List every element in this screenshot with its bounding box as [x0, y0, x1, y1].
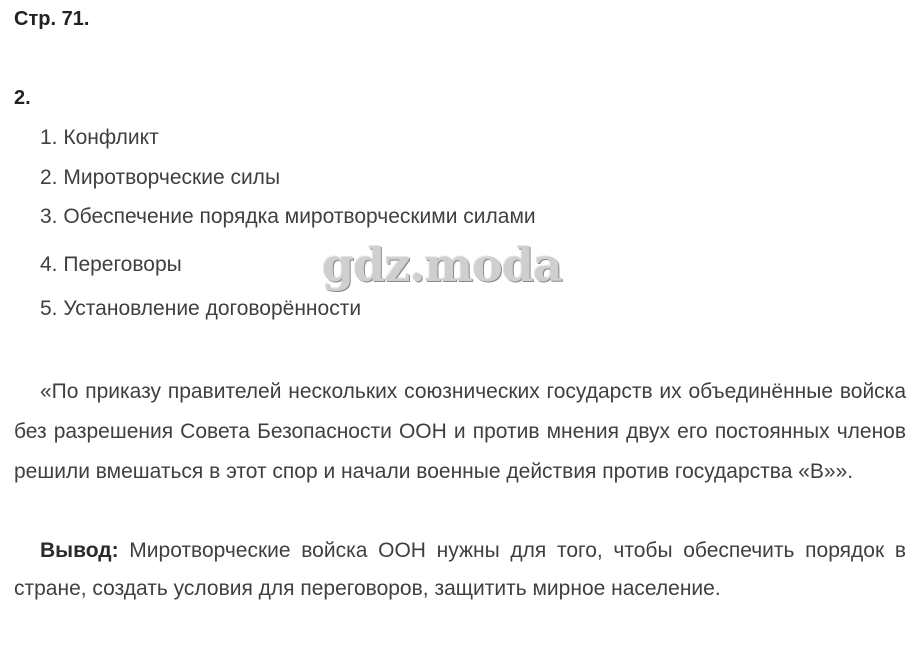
list-item: 1. Конфликт [40, 126, 159, 149]
list-item: 2. Миротворческие силы [40, 166, 281, 189]
page-reference: Стр. 71. [14, 8, 90, 30]
list-item: 3. Обеспечение порядка миротворческими силами [40, 205, 536, 228]
watermark-logo: gdz.moda [322, 238, 562, 292]
conclusion-text: Миротворческие войска ООН нужны для того, чтобы обеспечить порядок в стране, создать условия для переговоров, защитить мирное население. [14, 539, 906, 600]
conclusion-paragraph [14, 532, 906, 608]
list-item: 4. Переговоры [40, 253, 182, 276]
conclusion-label: Вывод: [40, 539, 119, 562]
task-number: 2. [14, 87, 31, 109]
quote-paragraph: «По приказу правителей нескольких союзнических государств их объединённые войска без разрешения Совета Безопасности ООН и против мнения двух его постоянных членов решили вмешаться в этот спор и начали военные действия против государства «В»». [14, 380, 906, 483]
list-item: 5. Установление договорённости [40, 297, 362, 320]
